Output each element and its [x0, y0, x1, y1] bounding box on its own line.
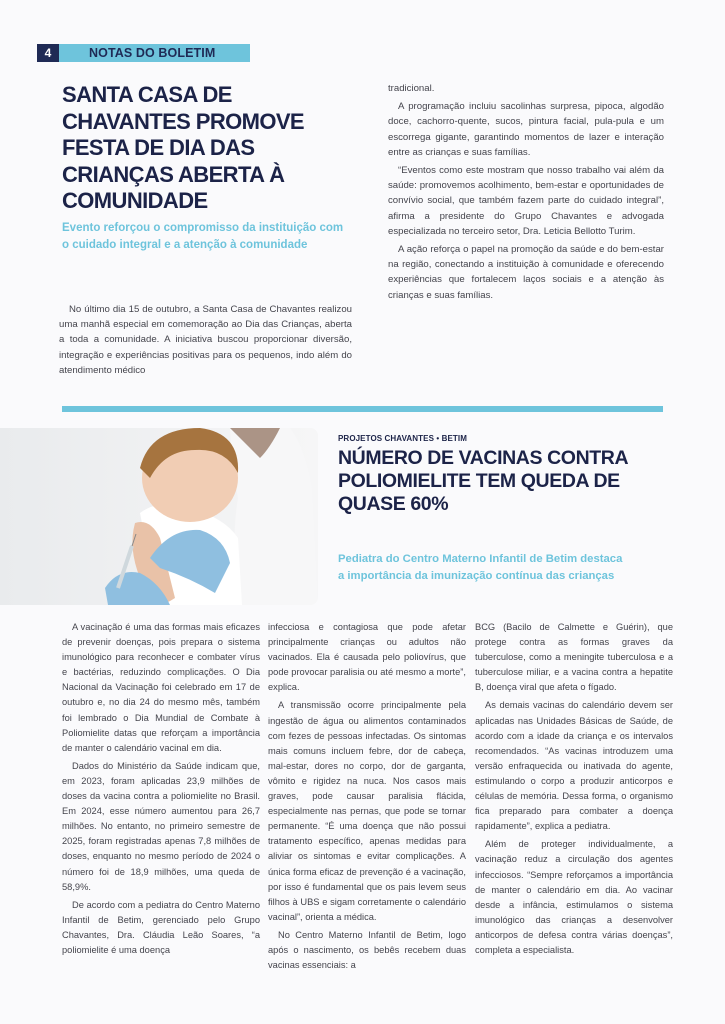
article2-paragraph: No Centro Materno Infantil de Betim, logo após o nascimento, os bebês recebem duas vacinas essenciais: a — [268, 929, 466, 971]
article2-column-2 — [268, 620, 466, 976]
article2-paragraph: A transmissão ocorre principalmente pela ingestão de água ou alimentos contaminados com fezes de pessoas infectadas. Os sintomas mais comuns incluem febre, dor de cabeça, mal-estar, dores no corpo, dor de garganta, vômito e rigidez na nuca. Nos casos mais graves, pode causar paralisia flácida, especialmente nas pernas, que pode se tornar permanente. “É uma doença que não possui tratamento específico, apenas medidas para aliviar os sintomas e evitar complicações. A única forma eficaz de prevenção é a vacinação, por isso é fundamental que os pais levem seus filhos à UBS e sigam corretamente o calendário vacinal”, orienta a médica. — [268, 700, 466, 922]
article1-column-2 — [388, 81, 664, 306]
page-number: 4 — [37, 44, 59, 62]
article1-paragraph: tradicional. — [388, 83, 435, 94]
article1-title: SANTA CASA DE CHAVANTES PROMOVE FESTA DE DIA DAS CRIANÇAS ABERTA À COMUNIDADE — [62, 82, 305, 213]
article2-paragraph: BCG (Bacilo de Calmette e Guérin), que protege contra as formas graves da tuberculose, como a meningite tuberculosa e a tuberculose miliar, e a vacina contra a hepatite B, doença viral que afeta o fígado. — [475, 622, 673, 693]
article1-paragraph: A programação incluiu sacolinhas surpresa, pipoca, algodão doce, cachorro-quente, sucos, pintura facial, pula-pula e um escorrega gigante, garantindo momentos de lazer e interação entre as crianças e suas famílias. — [388, 101, 664, 158]
section-label: NOTAS DO BOLETIM — [59, 44, 250, 62]
article1-subtitle: Evento reforçou o compromisso da instituição com o cuidado integral e a atenção à comunidade — [62, 222, 344, 251]
article1-paragraph: No último dia 15 de outubro, a Santa Casa de Chavantes realizou uma manhã especial em comemoração ao Dia das Crianças, aberta a toda a comunidade. A iniciativa buscou proporcionar diversão, integração e experiências positivas para os pequenos, indo além do atendimento médico — [59, 304, 352, 376]
article2-paragraph: infecciosa e contagiosa que pode afetar principalmente crianças ou adultos não vacinados. Ela é causada pelo poliovírus, que pode provocar paralisia ou até mesmo a morte”, explica. — [268, 622, 466, 693]
article2-paragraph: Dados do Ministério da Saúde indicam que, em 2023, foram aplicadas 23,9 milhões de doses da vacina contra a poliomielite no Brasil. Em 2024, esse número aumentou para 26,7 milhões. No entanto, no primeiro semestre de 2025, foram registradas apenas 7,8 milhões de doses, enquanto no mesmo período de 2024 o número foi de 18,9 milhões, uma queda de 58,9%. — [62, 760, 260, 892]
article1-column-1 — [59, 302, 352, 381]
article2-kicker: PROJETOS CHAVANTES • BETIM — [338, 434, 467, 443]
vaccination-illustration-icon — [0, 428, 318, 605]
section-divider — [62, 406, 663, 412]
article2-subtitle: Pediatra do Centro Materno Infantil de Betim destaca a importância da imunização contínua das crianças — [338, 553, 623, 582]
article2-title: NÚMERO DE VACINAS CONTRA POLIOMIELITE TEM QUEDA DE QUASE 60% — [338, 447, 628, 515]
child-vaccination-photo — [0, 428, 318, 605]
article2-column-1 — [62, 620, 260, 961]
article2-paragraph: As demais vacinas do calendário devem ser aplicadas nas Unidades Básicas de Saúde, de acordo com a idade da criança e os intervalos recomendados. “As vacinas introduzem uma versão enfraquecida ou inativada do agente, estimulando o corpo a produzir anticorpos e células de memória. Dessa forma, o organismo fica preparado para combater a doença rapidamente”, explica a pediatra. — [475, 700, 673, 832]
article1-paragraph: A ação reforça o papel na promoção da saúde e do bem-estar na região, conectando a instituição à comunidade e oferecendo experiências que fortalecem laços sociais e a atenção às crianças e suas famílias. — [388, 244, 664, 301]
section-header — [37, 44, 250, 62]
article2-paragraph: De acordo com a pediatra do Centro Materno Infantil de Betim, gerenciado pelo Grupo Chavantes, Dra. Cláudia Leão Soares, “a poliomielite é uma doença — [62, 899, 260, 955]
article2-paragraph: A vacinação é uma das formas mais eficazes de prevenir doenças, pois prepara o sistema imunológico para reconhecer e combater vírus e bactérias, reduzindo complicações. O Dia Nacional da Vacinação foi celebrado em 17 de outubro e, no dia 24 do mesmo mês, também foi lembrado o Dia Mundial de Combate à Poliomielite datas que reforçam a importância de manter o calendário vacinal em dia. — [62, 622, 260, 753]
article1-paragraph: “Eventos como este mostram que nosso trabalho vai além da saúde: promovemos acolhimento, bem-estar e oportunidades de convívio social, que também fazem parte do cuidado integral”, afirma a presidente do Grupo Chavantes e advogada especializada no terceiro setor, Dra. Leticia Bellotto Turim. — [388, 165, 664, 237]
article2-paragraph: Além de proteger individualmente, a vacinação reduz a circulação dos agentes infecciosos. “Sempre reforçamos a importância de manter o calendário em dia. Ao vacinar desde a infância, estimulamos o sistema imunológico das crianças a desenvolver anticorpos de defesa contra várias doenças”, completa a especialista. — [475, 839, 673, 955]
article2-column-3 — [475, 620, 673, 961]
